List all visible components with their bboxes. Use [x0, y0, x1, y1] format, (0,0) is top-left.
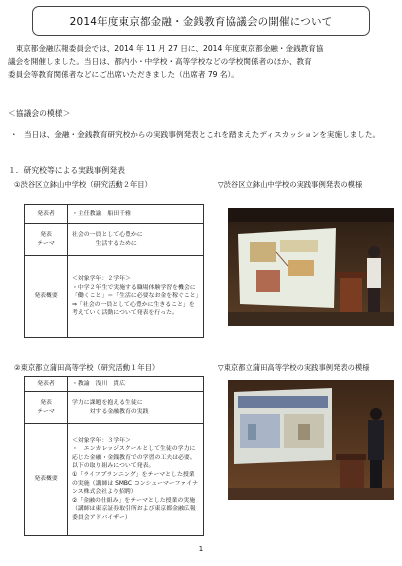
case2-photo	[228, 380, 394, 500]
section-heading: １．研究校等による実践事例発表	[8, 166, 125, 175]
case2-overview-value: ＜対象学年：３学年＞ ・ エンカレッジスクールとして生徒の学力に応じた金融・金銭教育での学習の工夫は必要。以下の取り組みについて発表。 ①「ライフプランニング」をテーマとした授業の実施（講師は SMBC コンシューマーファイナンス株式会社より招聘） ②「金融の仕組み」をテーマとした授業の実施（講師は東京証券取引所および東京都金融広報委員会アドバイザー）	[68, 424, 204, 536]
case1-photo-caption: ▽渋谷区立鉢山中学校の実践事例発表の模様	[218, 180, 363, 189]
intro-line-3: 委員会等教育関係者などにご出席いただきました（出席者 79 名）。	[8, 70, 239, 79]
case2-presenter-label: 発表者	[25, 377, 68, 392]
case1-presenter-label: 発表者	[25, 205, 68, 224]
intro-line-2: 議会を開催しました。当日は、都内小・中学校・高等学校などの学校関係者のほか、教育	[8, 57, 312, 66]
case2-table	[24, 376, 204, 536]
case1-title: ①渋谷区立鉢山中学校（研究活動２年目）	[14, 180, 152, 189]
document-title: 2014年度東京都金融・金銭教育協議会の開催について	[32, 6, 370, 36]
case2-overview-label: 発表概要	[25, 424, 68, 536]
case2-theme-value: 学力に課題を抱える生徒に 対する金融教育の実践	[68, 392, 204, 424]
case2-theme-label: 発表 テーマ	[25, 392, 68, 424]
intro-paragraph	[8, 42, 394, 81]
case1-theme-label: 発表 テーマ	[25, 224, 68, 256]
bullet-mark: ・	[10, 130, 18, 139]
intro-line-1: 東京都金融広報委員会では、2014 年 11 月 27 日に、2014 年度東京都金融・金銭教育協	[15, 44, 324, 53]
summary-item	[8, 128, 394, 141]
case1-table	[24, 204, 204, 338]
case2-photo-image	[228, 380, 394, 500]
case2-photo-caption: ▽東京都立蒲田高等学校の実践事例発表の模様	[218, 363, 370, 372]
case1-photo-image	[228, 208, 394, 326]
summary-heading: ＜協議会の模様＞	[8, 109, 71, 118]
case1-photo	[228, 208, 394, 326]
case1-presenter-value: ・主任教諭 船田千雅	[68, 205, 204, 224]
case1-overview-value: ＜対象学年：２学年＞ ・中学２年生で実施する職場体験学習を機会に「働くこと」＝「生活に必要なお金を稼ぐこと」⇒「社会の一員として心豊かに生きること」を考えていく活動について発表を行った。	[68, 256, 204, 338]
case2-title: ②東京都立蒲田高等学校（研究活動１年目）	[14, 363, 160, 372]
page-number: 1	[198, 545, 204, 553]
case1-theme-value: 社会の一員として心豊かに 生活するために	[68, 224, 204, 256]
case2-presenter-value: ・教諭 浅川 貴広	[68, 377, 204, 392]
case1-overview-label: 発表概要	[25, 256, 68, 338]
summary-text: 当日は、金融・金銭教育研究校からの実践事例発表とこれを踏まえたディスカッションを実施しました。	[24, 130, 381, 139]
